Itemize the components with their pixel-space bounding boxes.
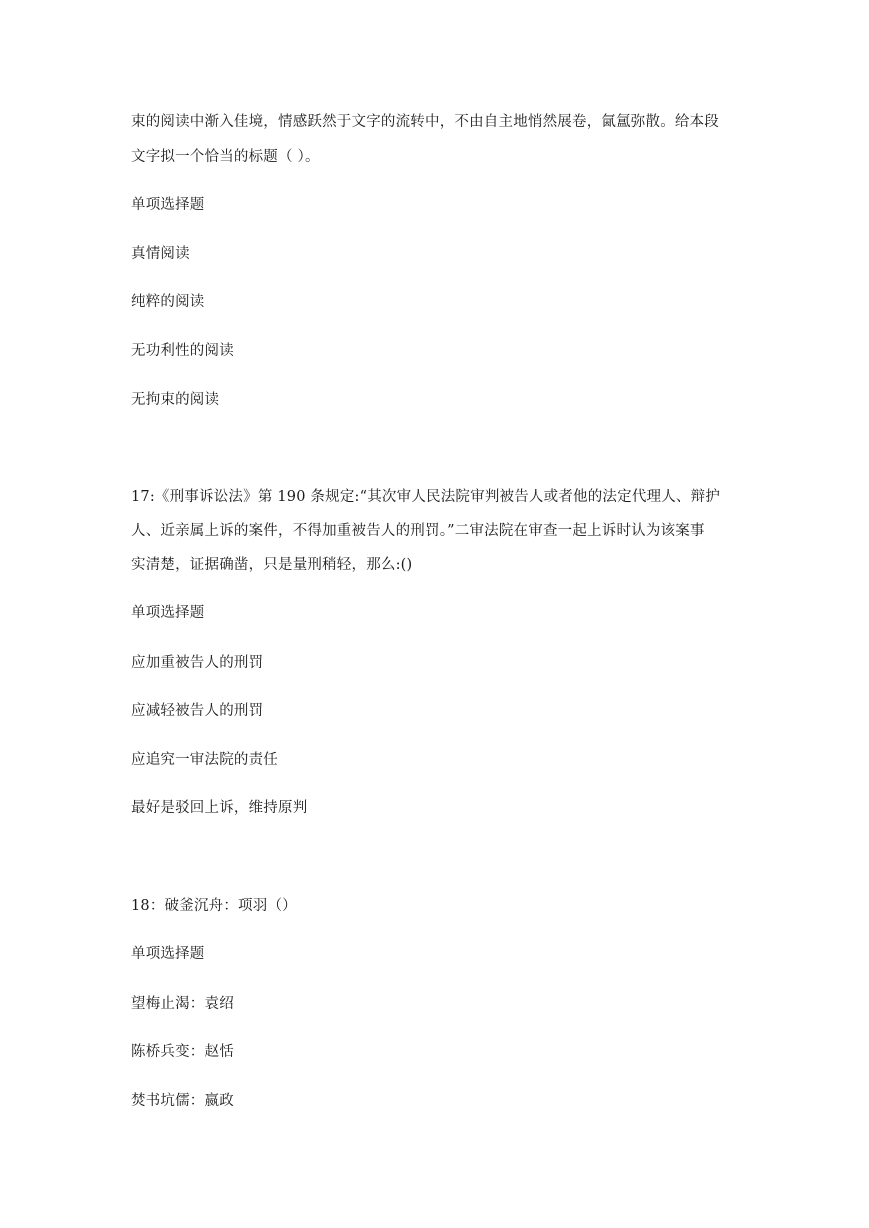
answer-option: 望梅止渴：袁绍 bbox=[131, 996, 234, 1012]
question-type: 单项选择题 bbox=[131, 605, 205, 621]
answer-option: 应追究一审法院的责任 bbox=[131, 752, 278, 768]
answer-option: 焚书坑儒：嬴政 bbox=[131, 1093, 234, 1109]
answer-option: 无拘束的阅读 bbox=[131, 392, 220, 408]
question-stem-line: 文字拟一个恰当的标题（ ）。 bbox=[131, 149, 320, 165]
question-type: 单项选择题 bbox=[131, 197, 205, 213]
answer-option: 应加重被告人的刑罚 bbox=[131, 655, 264, 671]
question-type: 单项选择题 bbox=[131, 946, 205, 962]
answer-option: 纯粹的阅读 bbox=[131, 294, 205, 310]
answer-option: 无功利性的阅读 bbox=[131, 343, 234, 359]
question-stem-line: 18：破釜沉舟：项羽（） bbox=[131, 898, 297, 914]
answer-option: 真情阅读 bbox=[131, 246, 190, 262]
answer-option: 应减轻被告人的刑罚 bbox=[131, 703, 264, 719]
question-stem-line: 人、近亲属上诉的案件，不得加重被告人的刑罚。”二审法院在审查一起上诉时认为该案事 bbox=[131, 523, 705, 539]
answer-option: 最好是驳回上诉，维持原判 bbox=[131, 800, 308, 816]
question-stem-line: 束的阅读中渐入佳境，情感跃然于文字的流转中，不由自主地悄然展卷，氤氲弥散。给本段 bbox=[131, 114, 719, 130]
answer-option: 陈桥兵变：赵恬 bbox=[131, 1044, 234, 1060]
question-stem-line: 实清楚，证据确凿，只是量刑稍轻，那么:() bbox=[131, 557, 413, 573]
question-stem-line: 17:《刑事诉讼法》第 190 条规定:“其次审人民法院审判被告人或者他的法定代理人、辩护 bbox=[131, 489, 721, 505]
